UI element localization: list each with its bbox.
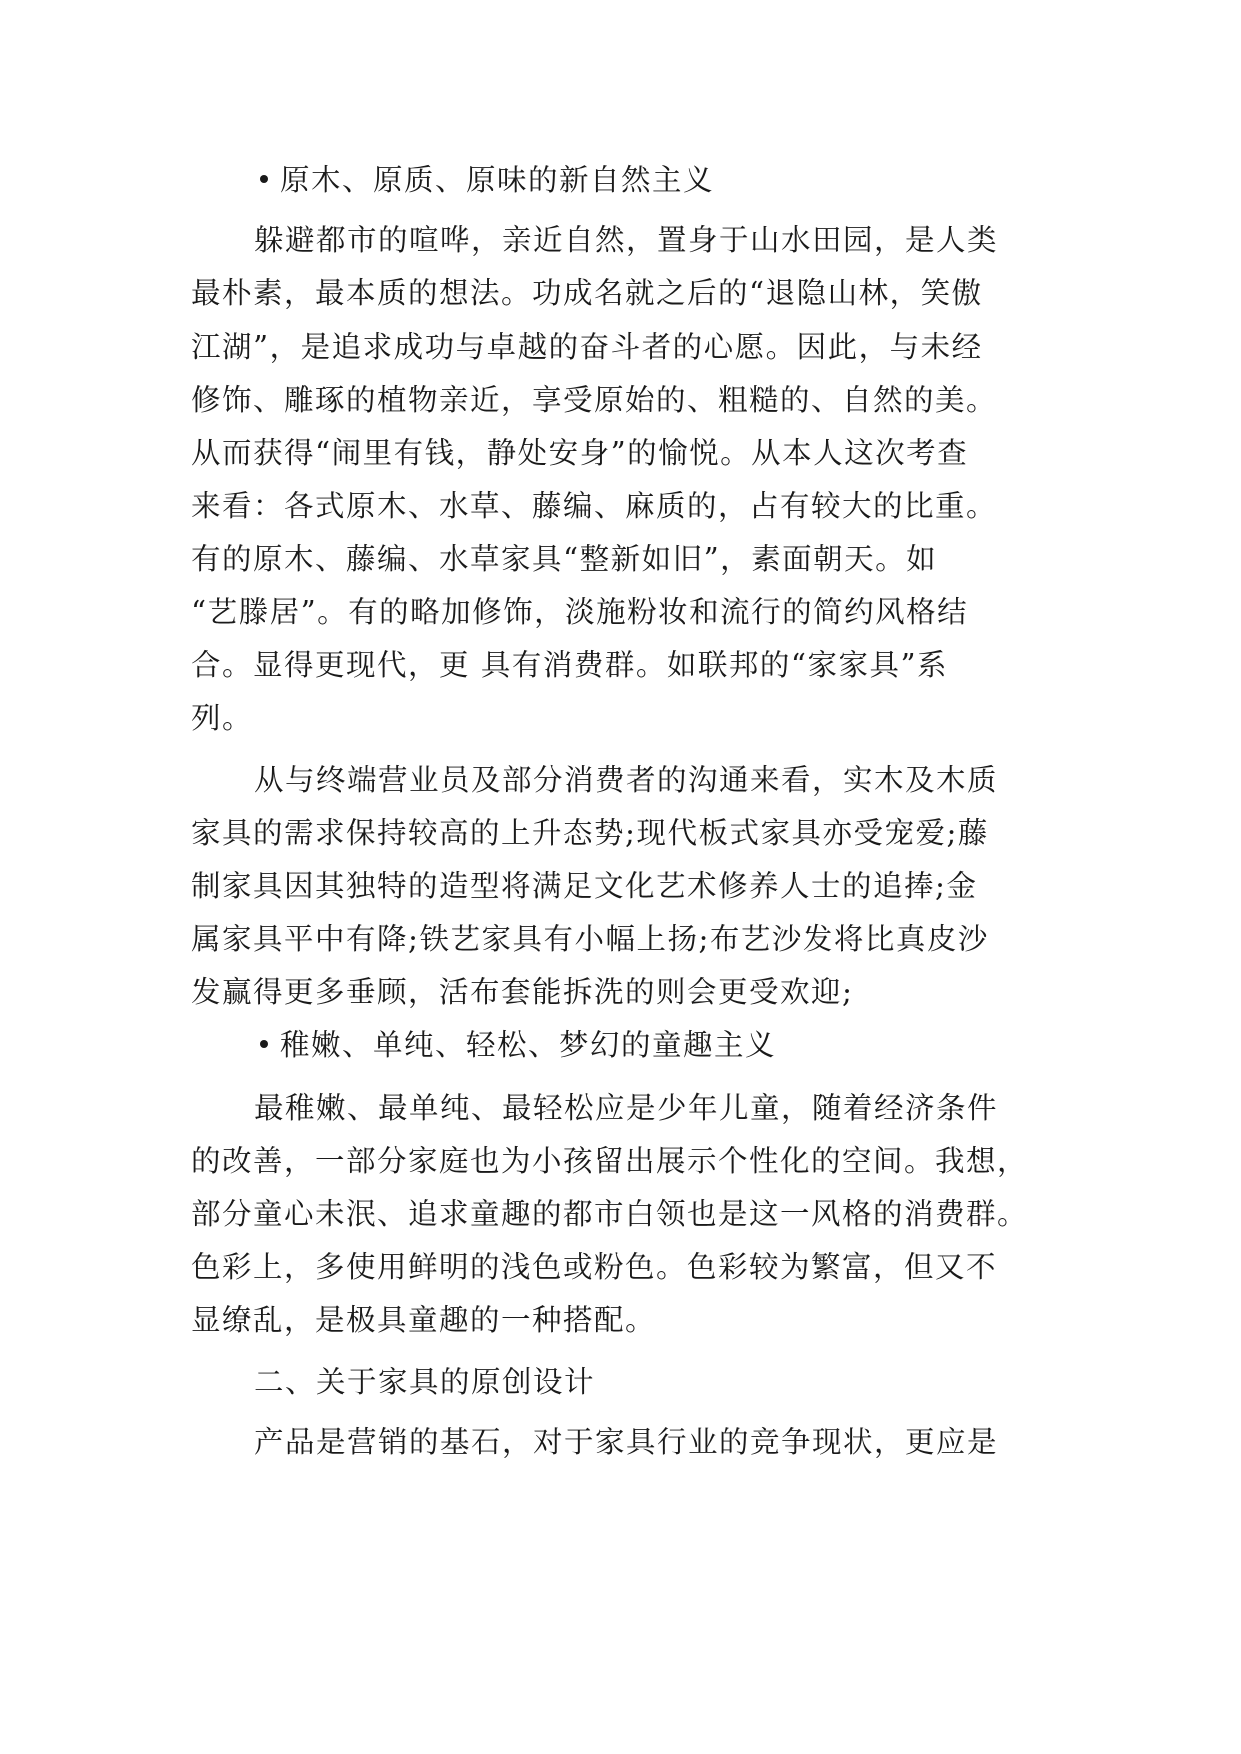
paragraph-line: 的改善，一部分家庭也为小孩留出展示个性化的空间。我想， bbox=[191, 1144, 1029, 1178]
paragraph-line: 江湖”，是追求成功与卓越的奋斗者的心愿。因此，与未经 bbox=[191, 330, 983, 364]
paragraph-line: 属家具平中有降;铁艺家具有小幅上扬;布艺沙发将比真皮沙 bbox=[191, 922, 989, 956]
paragraph-line: 修饰、雕琢的植物亲近，享受原始的、粗糙的、自然的美。 bbox=[191, 383, 998, 417]
paragraph-line: 家具的需求保持较高的上升态势;现代板式家具亦受宠爱;藤 bbox=[191, 816, 989, 850]
paragraph-line: 最朴素，最本质的想法。功成名就之后的“退隐山林，笑傲 bbox=[191, 276, 983, 310]
heading-text: 稚嫩、单纯、轻松、梦幻的童趣主义 bbox=[280, 1028, 777, 1062]
paragraph-line: 合。显得更现代，更 具有消费群。如联邦的“家家具”系 bbox=[191, 648, 949, 682]
paragraph-line: 从与终端营业员及部分消费者的沟通来看，实木及木质 bbox=[254, 763, 999, 797]
bullet-icon bbox=[260, 1040, 268, 1048]
paragraph-line: 躲避都市的喧哗，亲近自然，置身于山水田园，是人类 bbox=[254, 223, 999, 257]
paragraph-line: 来看：各式原木、水草、藤编、麻质的，占有较大的比重。 bbox=[191, 489, 998, 523]
paragraph-line: 产品是营销的基石，对于家具行业的竞争现状，更应是 bbox=[254, 1425, 999, 1459]
paragraph-line: 最稚嫩、最单纯、最轻松应是少年儿童，随着经济条件 bbox=[254, 1091, 999, 1125]
paragraph-line: 显缭乱，是极具童趣的一种搭配。 bbox=[191, 1303, 657, 1337]
paragraph-line: 部分童心未泯、追求童趣的都市白领也是这一风格的消费群。 bbox=[191, 1197, 1029, 1231]
section-heading-childlike bbox=[260, 1020, 1051, 1070]
paragraph-line: 色彩上，多使用鲜明的浅色或粉色。色彩较为繁富，但又不 bbox=[191, 1250, 998, 1284]
paragraph-line: 列。 bbox=[191, 701, 254, 735]
paragraph-line: 制家具因其独特的造型将满足文化艺术修养人士的追捧;金 bbox=[191, 869, 978, 903]
paragraph-line: 从而获得“闹里有钱，静处安身”的愉悦。从本人这次考查 bbox=[191, 436, 969, 470]
paragraph-line: 有的原木、藤编、水草家具“整新如旧”，素面朝天。如 bbox=[191, 542, 938, 576]
section-heading-natural bbox=[260, 155, 1051, 205]
section-heading-design: 二、关于家具的原创设计 bbox=[254, 1365, 596, 1399]
paragraph-line: 发赢得更多垂顾，活布套能拆洗的则会更受欢迎; bbox=[191, 975, 854, 1009]
heading-text: 原木、原质、原味的新自然主义 bbox=[280, 163, 715, 197]
bullet-icon bbox=[260, 175, 268, 183]
paragraph-line: “艺滕居”。有的略加修饰，淡施粉妆和流行的简约风格结 bbox=[191, 595, 969, 629]
